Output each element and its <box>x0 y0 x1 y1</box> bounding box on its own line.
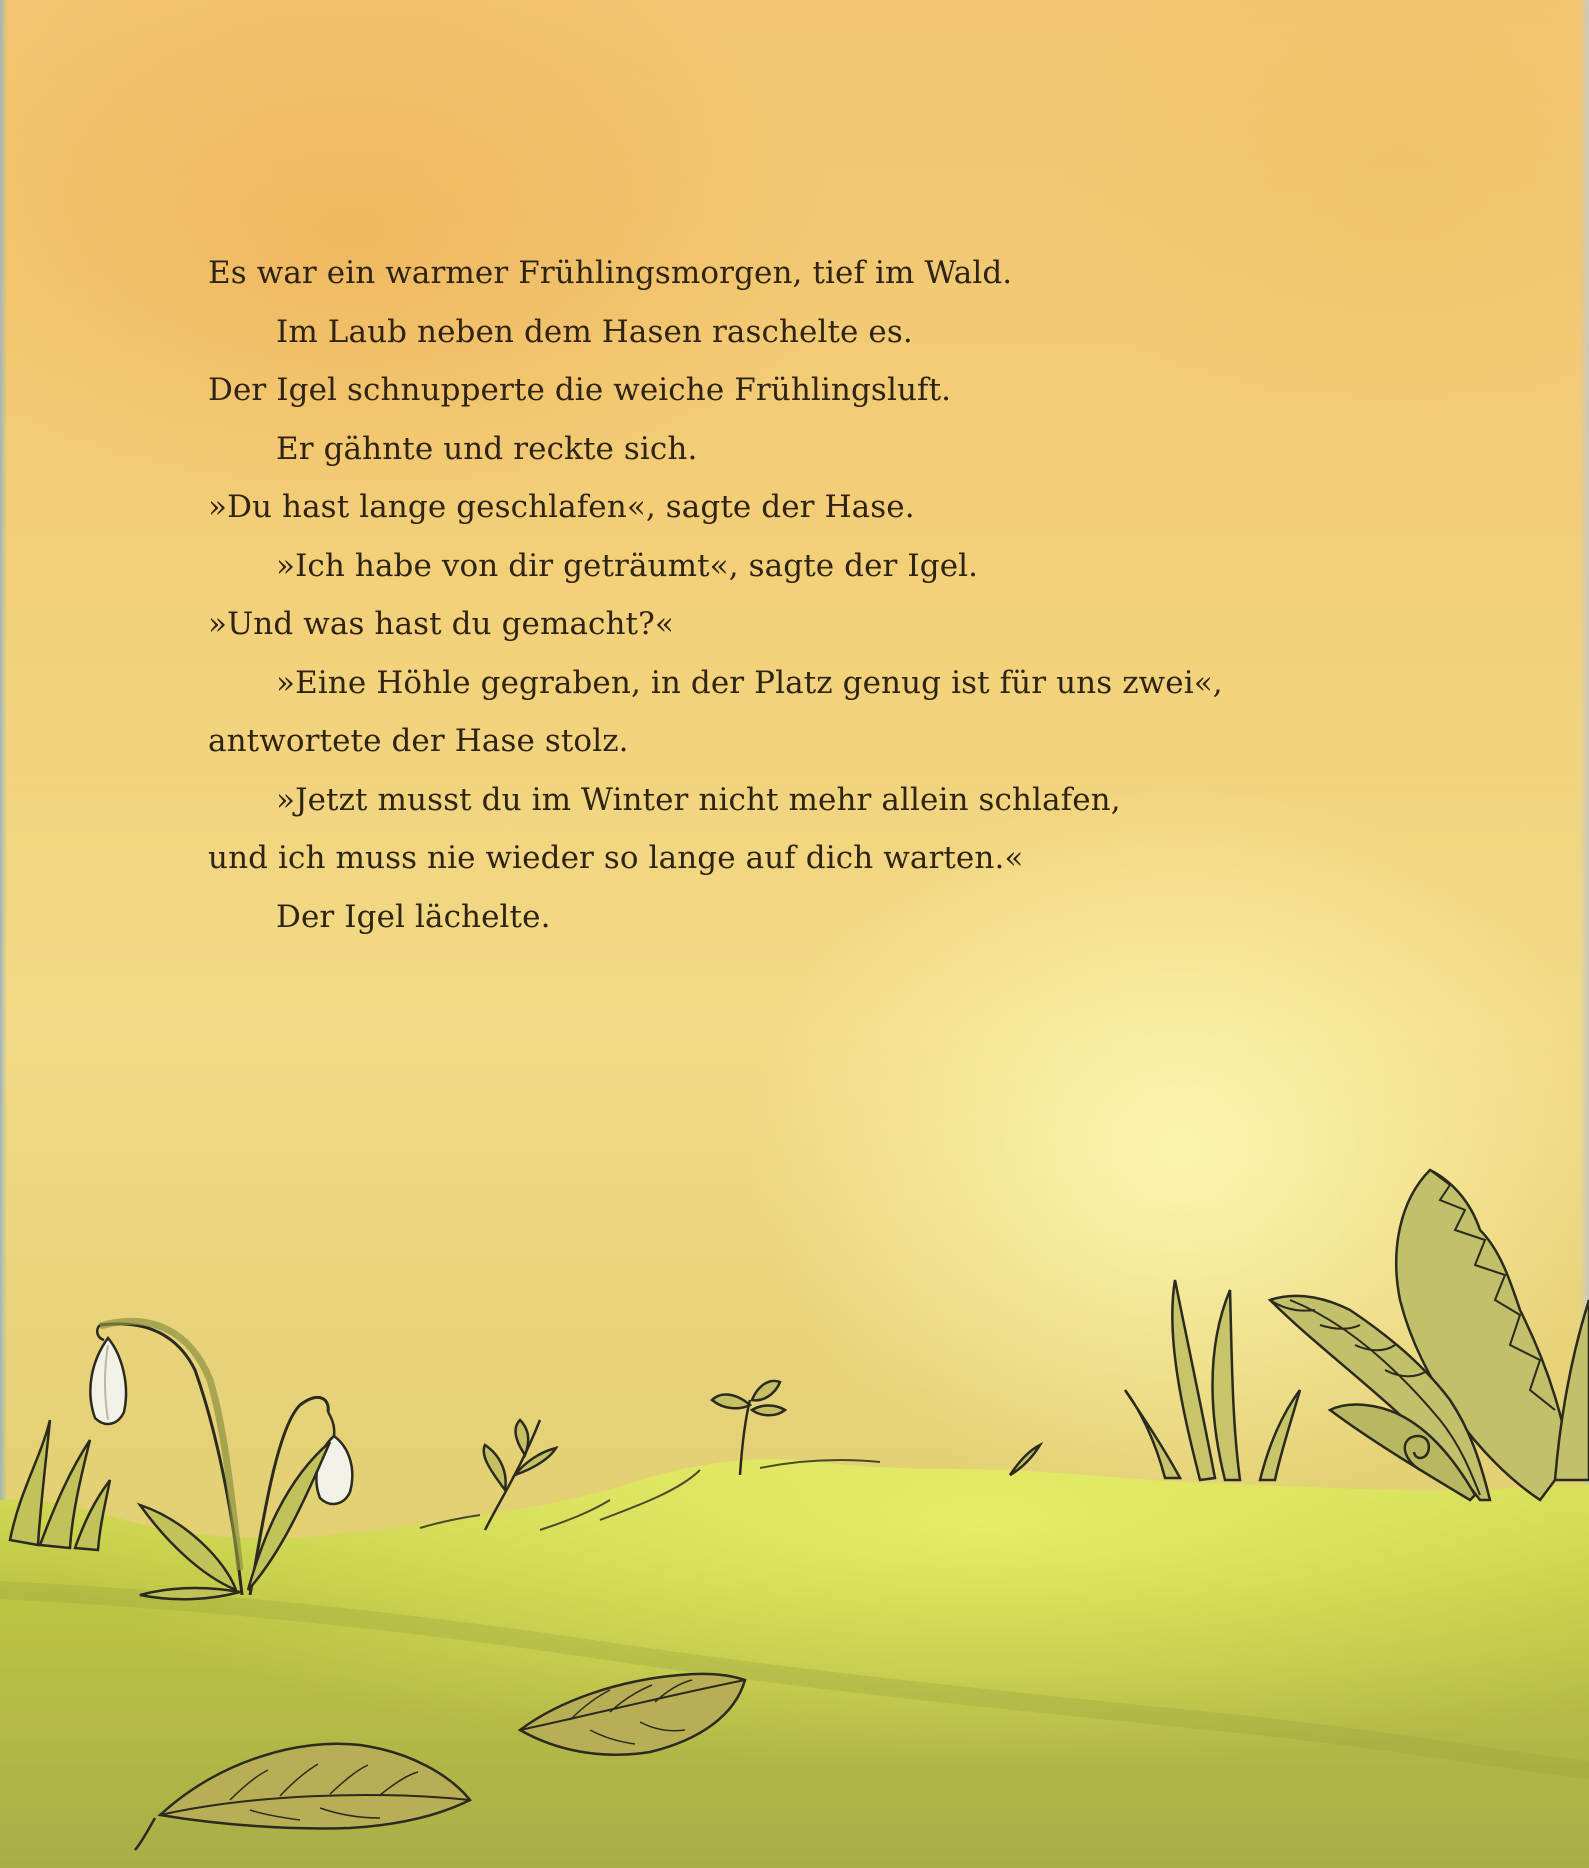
story-line: und ich muss nie wieder so lange auf dich warten.« <box>208 840 1024 876</box>
grass-tuft-icon <box>1125 1280 1300 1480</box>
story-line: antwortete der Hase stolz. <box>208 723 629 759</box>
story-line: Er gähnte und reckte sich. <box>276 430 698 467</box>
story-line: »Ich habe von dir geträumt«, sagte der Igel. <box>276 547 979 584</box>
story-line: Der Igel lächelte. <box>276 898 551 935</box>
story-line: Es war ein warmer Frühlingsmorgen, tief im Wald. <box>208 255 1013 291</box>
story-line: »Jetzt musst du im Winter nicht mehr allein schlafen, <box>276 781 1121 818</box>
fern-icon <box>1270 1170 1589 1500</box>
story-line: Der Igel schnupperte die weiche Frühlingsluft. <box>208 372 952 408</box>
story-line: Im Laub neben dem Hasen raschelte es. <box>276 313 913 350</box>
story-line: »Du hast lange geschlafen«, sagte der Hase. <box>208 489 915 525</box>
story-line: »Und was hast du gemacht?« <box>208 606 674 642</box>
grass-tuft-icon <box>10 1420 110 1550</box>
story-line: »Eine Höhle gegraben, in der Platz genug ist für uns zwei«, <box>276 664 1223 701</box>
